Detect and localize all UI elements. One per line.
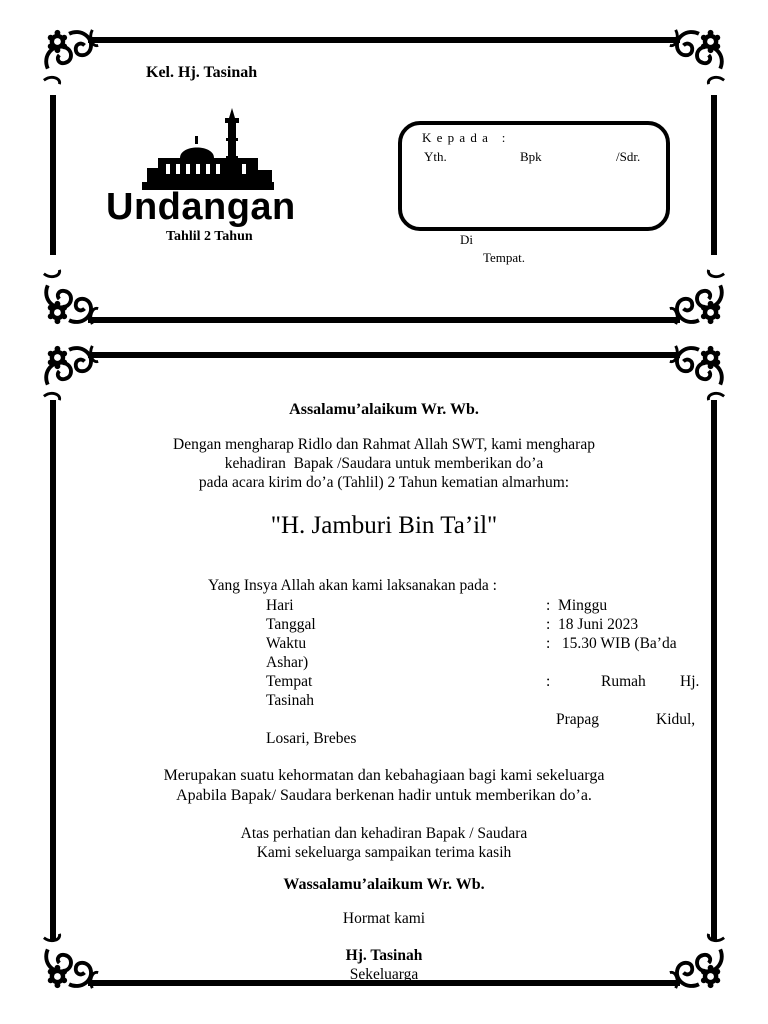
letter-border-top — [88, 352, 680, 358]
waktu-label: Waktu — [266, 635, 307, 652]
tanggal-label: Tanggal — [266, 616, 316, 633]
intro-line-1: Dengan mengharap Ridlo dan Rahmat Allah SWT, kami mengharap — [173, 436, 595, 453]
envelope-border-left — [50, 95, 56, 255]
envelope-border-top — [88, 37, 680, 43]
corner-ornament-icon — [40, 342, 102, 404]
corner-ornament-icon — [666, 342, 728, 404]
thanks-line-2: Kami sekeluarga sampaikan terima kasih — [256, 844, 512, 861]
tempat-word-prapag: Prapag — [556, 711, 600, 728]
address-bpk: Bpk — [520, 149, 542, 164]
envelope-border-bottom — [88, 317, 680, 323]
address-di: Di — [460, 232, 473, 247]
tanggal-value: : 18 Juni 2023 — [546, 616, 639, 633]
hari-label: Hari — [266, 597, 294, 614]
intro-line-3: pada acara kirim do’a (Tahlil) 2 Tahun kematian almarhum: — [198, 474, 570, 491]
corner-ornament-icon — [666, 26, 728, 88]
waktu-value: : 15.30 WIB (Ba’da — [546, 635, 677, 652]
tempat-word-kidul: Kidul, — [656, 711, 696, 728]
address-sdr: /Sdr. — [616, 149, 641, 164]
thanks-line-1: Atas perhatian dan kehadiran Bapak / Saudara — [240, 825, 528, 842]
tempat-word-hj: Hj. — [680, 673, 700, 690]
invitation-subtitle: Tahlil 2 Tahun — [166, 229, 253, 244]
corner-ornament-icon — [666, 266, 728, 328]
tempat-colon: : — [546, 673, 551, 690]
family-name: Kel. Hj. Tasinah — [146, 64, 258, 81]
waktu-continuation: Ashar) — [266, 654, 309, 671]
signer-name: Hj. Tasinah — [345, 947, 423, 964]
closing-line-2: Apabila Bapak/ Saudara berkenan hadir untuk memberikan do’a. — [176, 787, 592, 804]
closing-line-1: Merupakan suatu kehormatan dan kebahagiaan bagi kami sekeluarga — [163, 767, 605, 784]
greeting: Assalamu’alaikum Wr. Wb. — [289, 401, 479, 418]
corner-ornament-icon — [40, 266, 102, 328]
tempat-line-2: Tasinah — [266, 692, 314, 709]
tempat-line-4: Losari, Brebes — [266, 730, 357, 747]
address-tempat: Tempat. — [483, 250, 526, 265]
farewell: Wassalamu’alaikum Wr. Wb. — [283, 876, 485, 893]
mosque-icon — [142, 108, 274, 192]
regards: Hormat kami — [342, 910, 426, 927]
intro-line-2: kehadiran Bapak /Saudara untuk memberikan do’a — [224, 455, 544, 472]
hari-value: : Minggu — [546, 597, 608, 614]
invitation-title: Undangan — [106, 186, 296, 228]
tempat-label: Tempat — [266, 673, 313, 690]
tempat-word-rumah: Rumah — [601, 673, 646, 690]
envelope-border-right — [711, 95, 717, 255]
signer-subtitle: Sekeluarga — [349, 966, 419, 981]
deceased-name: "H. Jamburi Bin Ta’il" — [270, 512, 498, 539]
address-to-label: K e p a d a : — [422, 130, 507, 145]
schedule-intro: Yang Insya Allah akan kami laksanakan pada : — [208, 577, 497, 594]
corner-ornament-icon — [40, 26, 102, 88]
address-yth: Yth. — [424, 149, 447, 164]
